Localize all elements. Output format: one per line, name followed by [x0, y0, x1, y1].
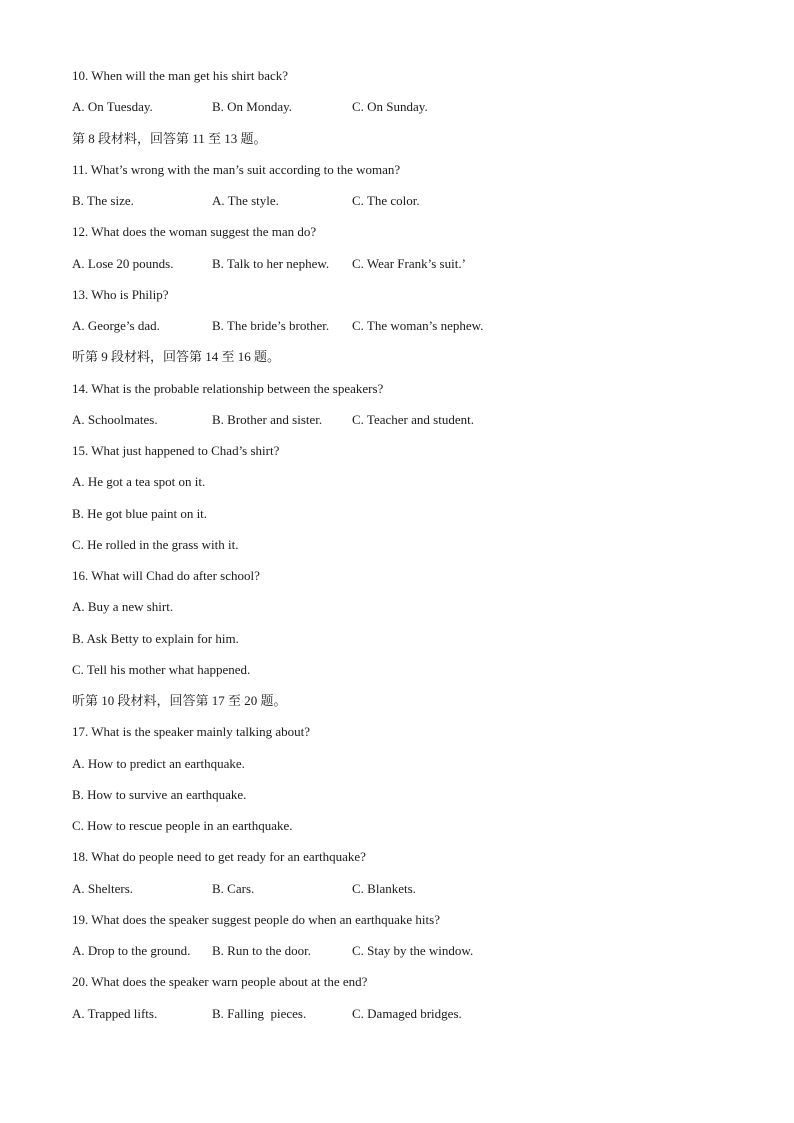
question-text: 14. What is the probable relationship between the speakers?	[72, 381, 384, 396]
question-text: 20. What does the speaker warn people about at the end?	[72, 974, 368, 989]
answer-option: C. How to rescue people in an earthquake.	[72, 818, 293, 833]
answer-option: B. How to survive an earthquake.	[72, 787, 247, 802]
answer-option: A. On Tuesday.	[72, 99, 153, 114]
answer-option: C. Tell his mother what happened.	[72, 662, 251, 677]
answer-option: C. On Sunday.	[352, 99, 428, 114]
answer-option: A. How to predict an earthquake.	[72, 756, 245, 771]
answer-option: A. Drop to the ground.	[72, 943, 191, 958]
answer-option: B. The bride’s brother.	[212, 318, 330, 333]
answer-option: C. The woman’s nephew.	[352, 318, 484, 333]
answer-option: B. Talk to her nephew.	[212, 256, 330, 271]
answer-option: A. Shelters.	[72, 881, 134, 896]
answer-option: A. Schoolmates.	[72, 412, 158, 427]
answer-option: C. Teacher and student.	[352, 412, 474, 427]
answer-option: A. Buy a new shirt.	[72, 599, 174, 614]
answer-option: C. Stay by the window.	[352, 943, 474, 958]
question-text: 11. What’s wrong with the man’s suit according to the woman?	[72, 162, 401, 177]
answer-option: B. The size.	[72, 193, 134, 208]
answer-option: B. Run to the door.	[212, 943, 311, 958]
answer-option: B. Ask Betty to explain for him.	[72, 631, 239, 646]
section-instruction: 听第 10 段材料，回答第 17 至 20 题。	[72, 693, 287, 708]
question-text: 19. What does the speaker suggest people do when an earthquake hits?	[72, 912, 440, 927]
section-instruction: 听第 9 段材料，回答第 14 至 16 题。	[72, 349, 281, 364]
answer-option: A. Lose 20 pounds.	[72, 256, 174, 271]
question-text: 10. When will the man get his shirt back?	[72, 68, 289, 83]
question-text: 13. Who is Philip?	[72, 287, 169, 302]
answer-option: C. Damaged bridges.	[352, 1006, 462, 1021]
question-text: 16. What will Chad do after school?	[72, 568, 260, 583]
answer-option: C. The color.	[352, 193, 420, 208]
answer-option: B. Brother and sister.	[212, 412, 323, 427]
answer-option: B. On Monday.	[212, 99, 293, 114]
answer-option: B. He got blue paint on it.	[72, 506, 208, 521]
answer-option: B. Cars.	[212, 881, 255, 896]
answer-option: B. Falling pieces.	[212, 1006, 307, 1021]
answer-option: A. Trapped lifts.	[72, 1006, 158, 1021]
section-instruction: 第 8 段材料，回答第 11 至 13 题。	[72, 131, 267, 146]
answer-option: A. The style.	[212, 193, 279, 208]
answer-option: C. He rolled in the grass with it.	[72, 537, 239, 552]
answer-option: C. Blankets.	[352, 881, 416, 896]
answer-option: C. Wear Frank’s suit.’	[352, 256, 466, 271]
answer-option: A. George’s dad.	[72, 318, 160, 333]
answer-option: A. He got a tea spot on it.	[72, 474, 206, 489]
question-text: 17. What is the speaker mainly talking about?	[72, 724, 311, 739]
question-text: 15. What just happened to Chad’s shirt?	[72, 443, 280, 458]
question-text: 12. What does the woman suggest the man do?	[72, 224, 317, 239]
question-text: 18. What do people need to get ready for an earthquake?	[72, 849, 366, 864]
